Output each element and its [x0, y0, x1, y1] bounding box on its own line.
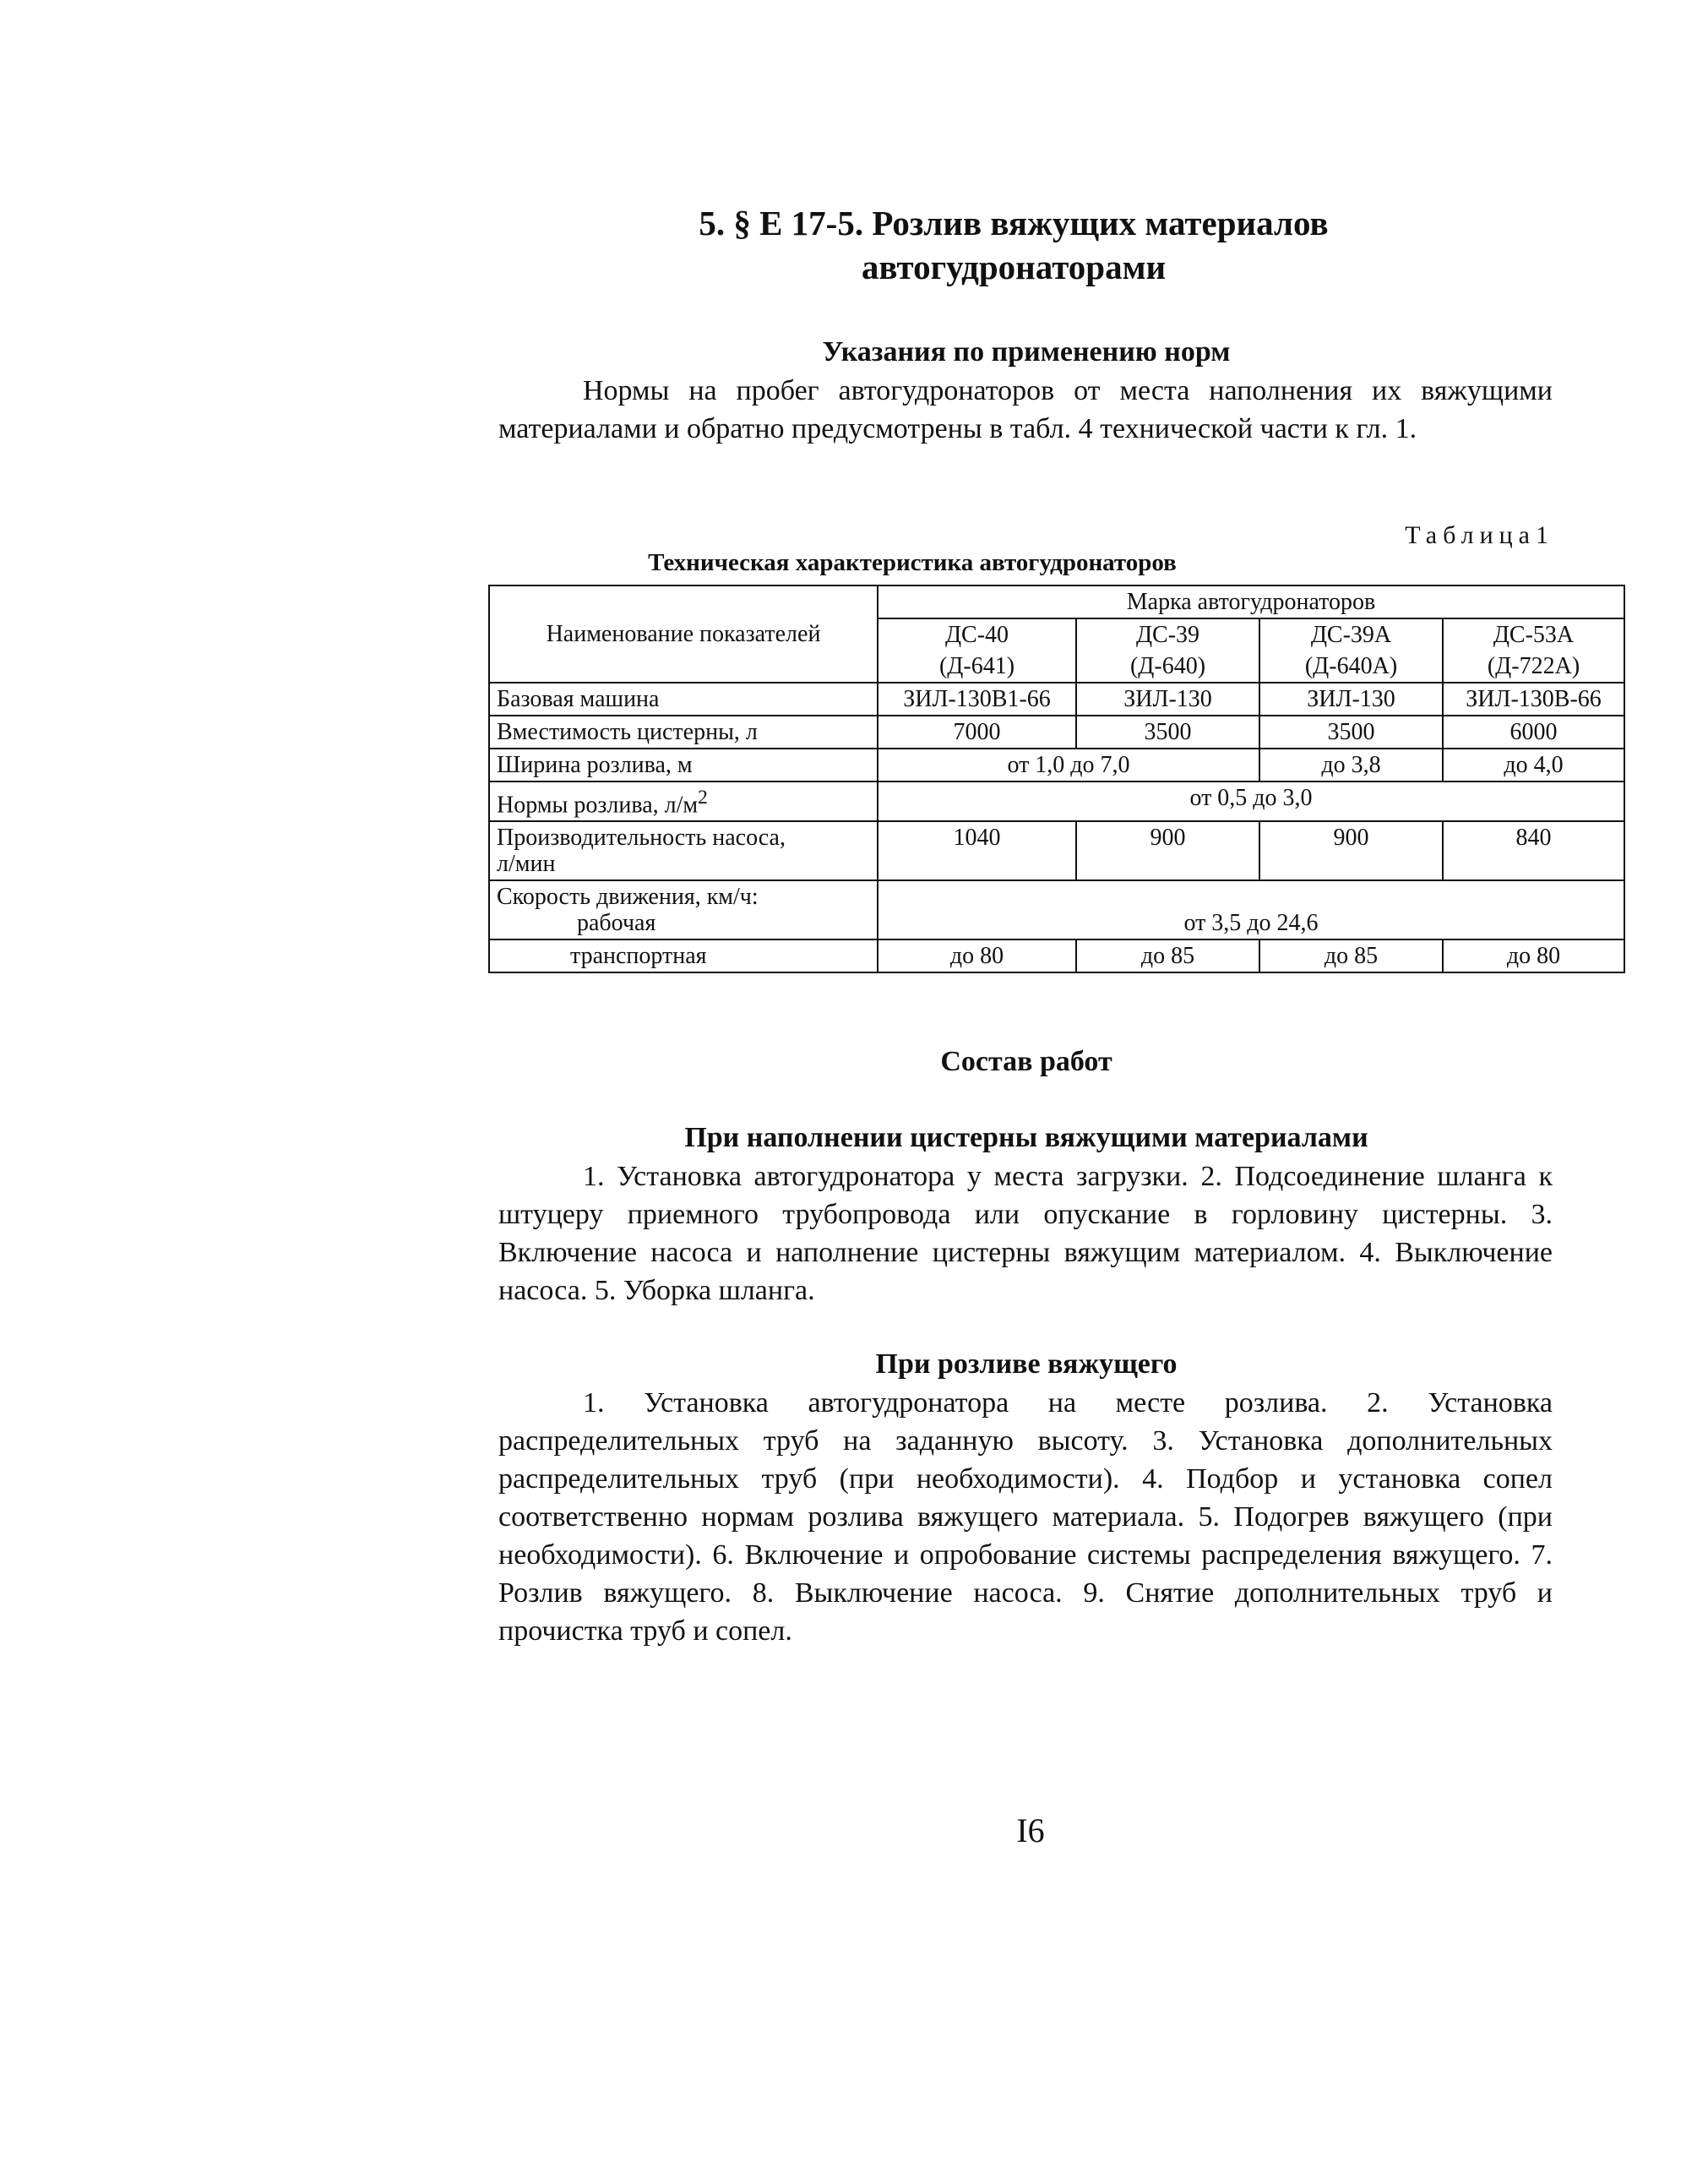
- model-code: (Д-640): [1076, 651, 1259, 683]
- speed-label: Скорость движения, км/ч:: [497, 884, 759, 911]
- table-cell: 1040: [878, 821, 1076, 880]
- model-name: ДС-53А: [1443, 618, 1624, 651]
- table-cell: 840: [1443, 821, 1624, 880]
- row-label: [489, 821, 878, 880]
- table-cell: 900: [1259, 821, 1443, 880]
- guidance-text: Нормы на пробег автогудронаторов от места наполнения их вяжущими материалами и обратно предусмотрены в табл. 4 технической части к гл. 1.: [498, 375, 1553, 444]
- header-brand: Марка автогудронаторов: [878, 585, 1624, 618]
- row-label: [489, 781, 878, 821]
- model-name: ДС-39: [1076, 618, 1259, 651]
- works-heading: Состав работ: [940, 1046, 1112, 1077]
- section-title: [473, 201, 1554, 289]
- model-name: ДС-39А: [1259, 618, 1443, 651]
- table-row: [489, 683, 1624, 716]
- table-cell: от 1,0 до 7,0: [878, 749, 1259, 781]
- filling-heading: При наполнении цистерны вяжущими материалами: [684, 1122, 1368, 1153]
- section-title-line2: автогудронаторами: [861, 248, 1167, 286]
- filling-text: 1. Установка автогудронатора у места загрузки. 2. Подсоединение шланга к штуцеру приемного трубопровода или опускание в горловину цистерны. 3. Включение насоса и наполнение цистерны вяжущим материалом. 4. Выключение насоса. 5. Уборка шланга.: [498, 1161, 1553, 1306]
- row-label: Вместимость цистерны, л: [489, 716, 878, 749]
- table-row: [489, 821, 1624, 880]
- spreading-heading: При розливе вяжущего: [875, 1348, 1178, 1380]
- guidance-heading: Указания по применению норм: [822, 336, 1231, 368]
- table-cell: ЗИЛ-130В-66: [1443, 683, 1624, 716]
- model-code: (Д-641): [878, 651, 1076, 683]
- table-row: [489, 939, 1624, 972]
- table-cell: ЗИЛ-130В1-66: [878, 683, 1076, 716]
- table-cell: 7000: [878, 716, 1076, 749]
- table-cell: до 3,8: [1259, 749, 1443, 781]
- row-label: Базовая машина: [489, 683, 878, 716]
- model-name: ДС-40: [878, 618, 1076, 651]
- table-cell: до 80: [1443, 939, 1624, 972]
- table-cell: до 85: [1076, 939, 1259, 972]
- table-cell: 900: [1076, 821, 1259, 880]
- table-label: Таблица1: [1405, 521, 1554, 549]
- table-row: [489, 880, 1624, 939]
- table-cell: до 80: [878, 939, 1076, 972]
- section-title-line1: 5. § Е 17-5. Розлив вяжущих материалов: [699, 204, 1329, 242]
- row-label: [489, 880, 878, 939]
- table-row: [489, 716, 1624, 749]
- table-cell: от 3,5 до 24,6: [878, 880, 1624, 939]
- table-cell: ЗИЛ-130: [1076, 683, 1259, 716]
- model-code: (Д-640А): [1259, 651, 1443, 683]
- page-number: I6: [1016, 1811, 1045, 1849]
- table-row: [489, 781, 1624, 821]
- table-cell: 3500: [1076, 716, 1259, 749]
- pump-label-line1: Производительность насоса,: [497, 825, 786, 852]
- header-indicator: Наименование показателей: [489, 585, 878, 683]
- table-row: [489, 749, 1624, 781]
- table-caption: Техническая характеристика автогудронаторов: [648, 549, 1177, 576]
- table-cell: 6000: [1443, 716, 1624, 749]
- table-cell: от 0,5 до 3,0: [878, 781, 1624, 821]
- table-header-row: [489, 585, 1624, 618]
- row-label: транспортная: [489, 939, 878, 972]
- spreading-text: 1. Установка автогудронатора на месте розлива. 2. Установка распределительных труб на заданную высоту. 3. Установка дополнительных распределительных труб (при необходимости). 4. Подбор и установка сопел соответственно нормам розлива вяжущего материала. 5. Подогрев вяжущего (при необходимости). 6. Включение и опробование системы распределения вяжущего. 7. Розлив вяжущего. 8. Выключение насоса. 9. Снятие дополнительных труб и прочистка труб и сопел.: [498, 1387, 1553, 1647]
- speed-work-label: рабочая: [577, 910, 656, 937]
- row-label: Ширина розлива, м: [489, 749, 878, 781]
- table-cell: 3500: [1259, 716, 1443, 749]
- pump-label-line2: л/мин: [497, 851, 556, 878]
- model-code: (Д-722А): [1443, 651, 1624, 683]
- table-cell: до 4,0: [1443, 749, 1624, 781]
- table-cell: ЗИЛ-130: [1259, 683, 1443, 716]
- table-cell: до 85: [1259, 939, 1443, 972]
- spec-table: [488, 585, 1625, 973]
- norms-sup: 2: [698, 787, 708, 809]
- norms-label: Нормы розлива, л/м: [497, 792, 699, 819]
